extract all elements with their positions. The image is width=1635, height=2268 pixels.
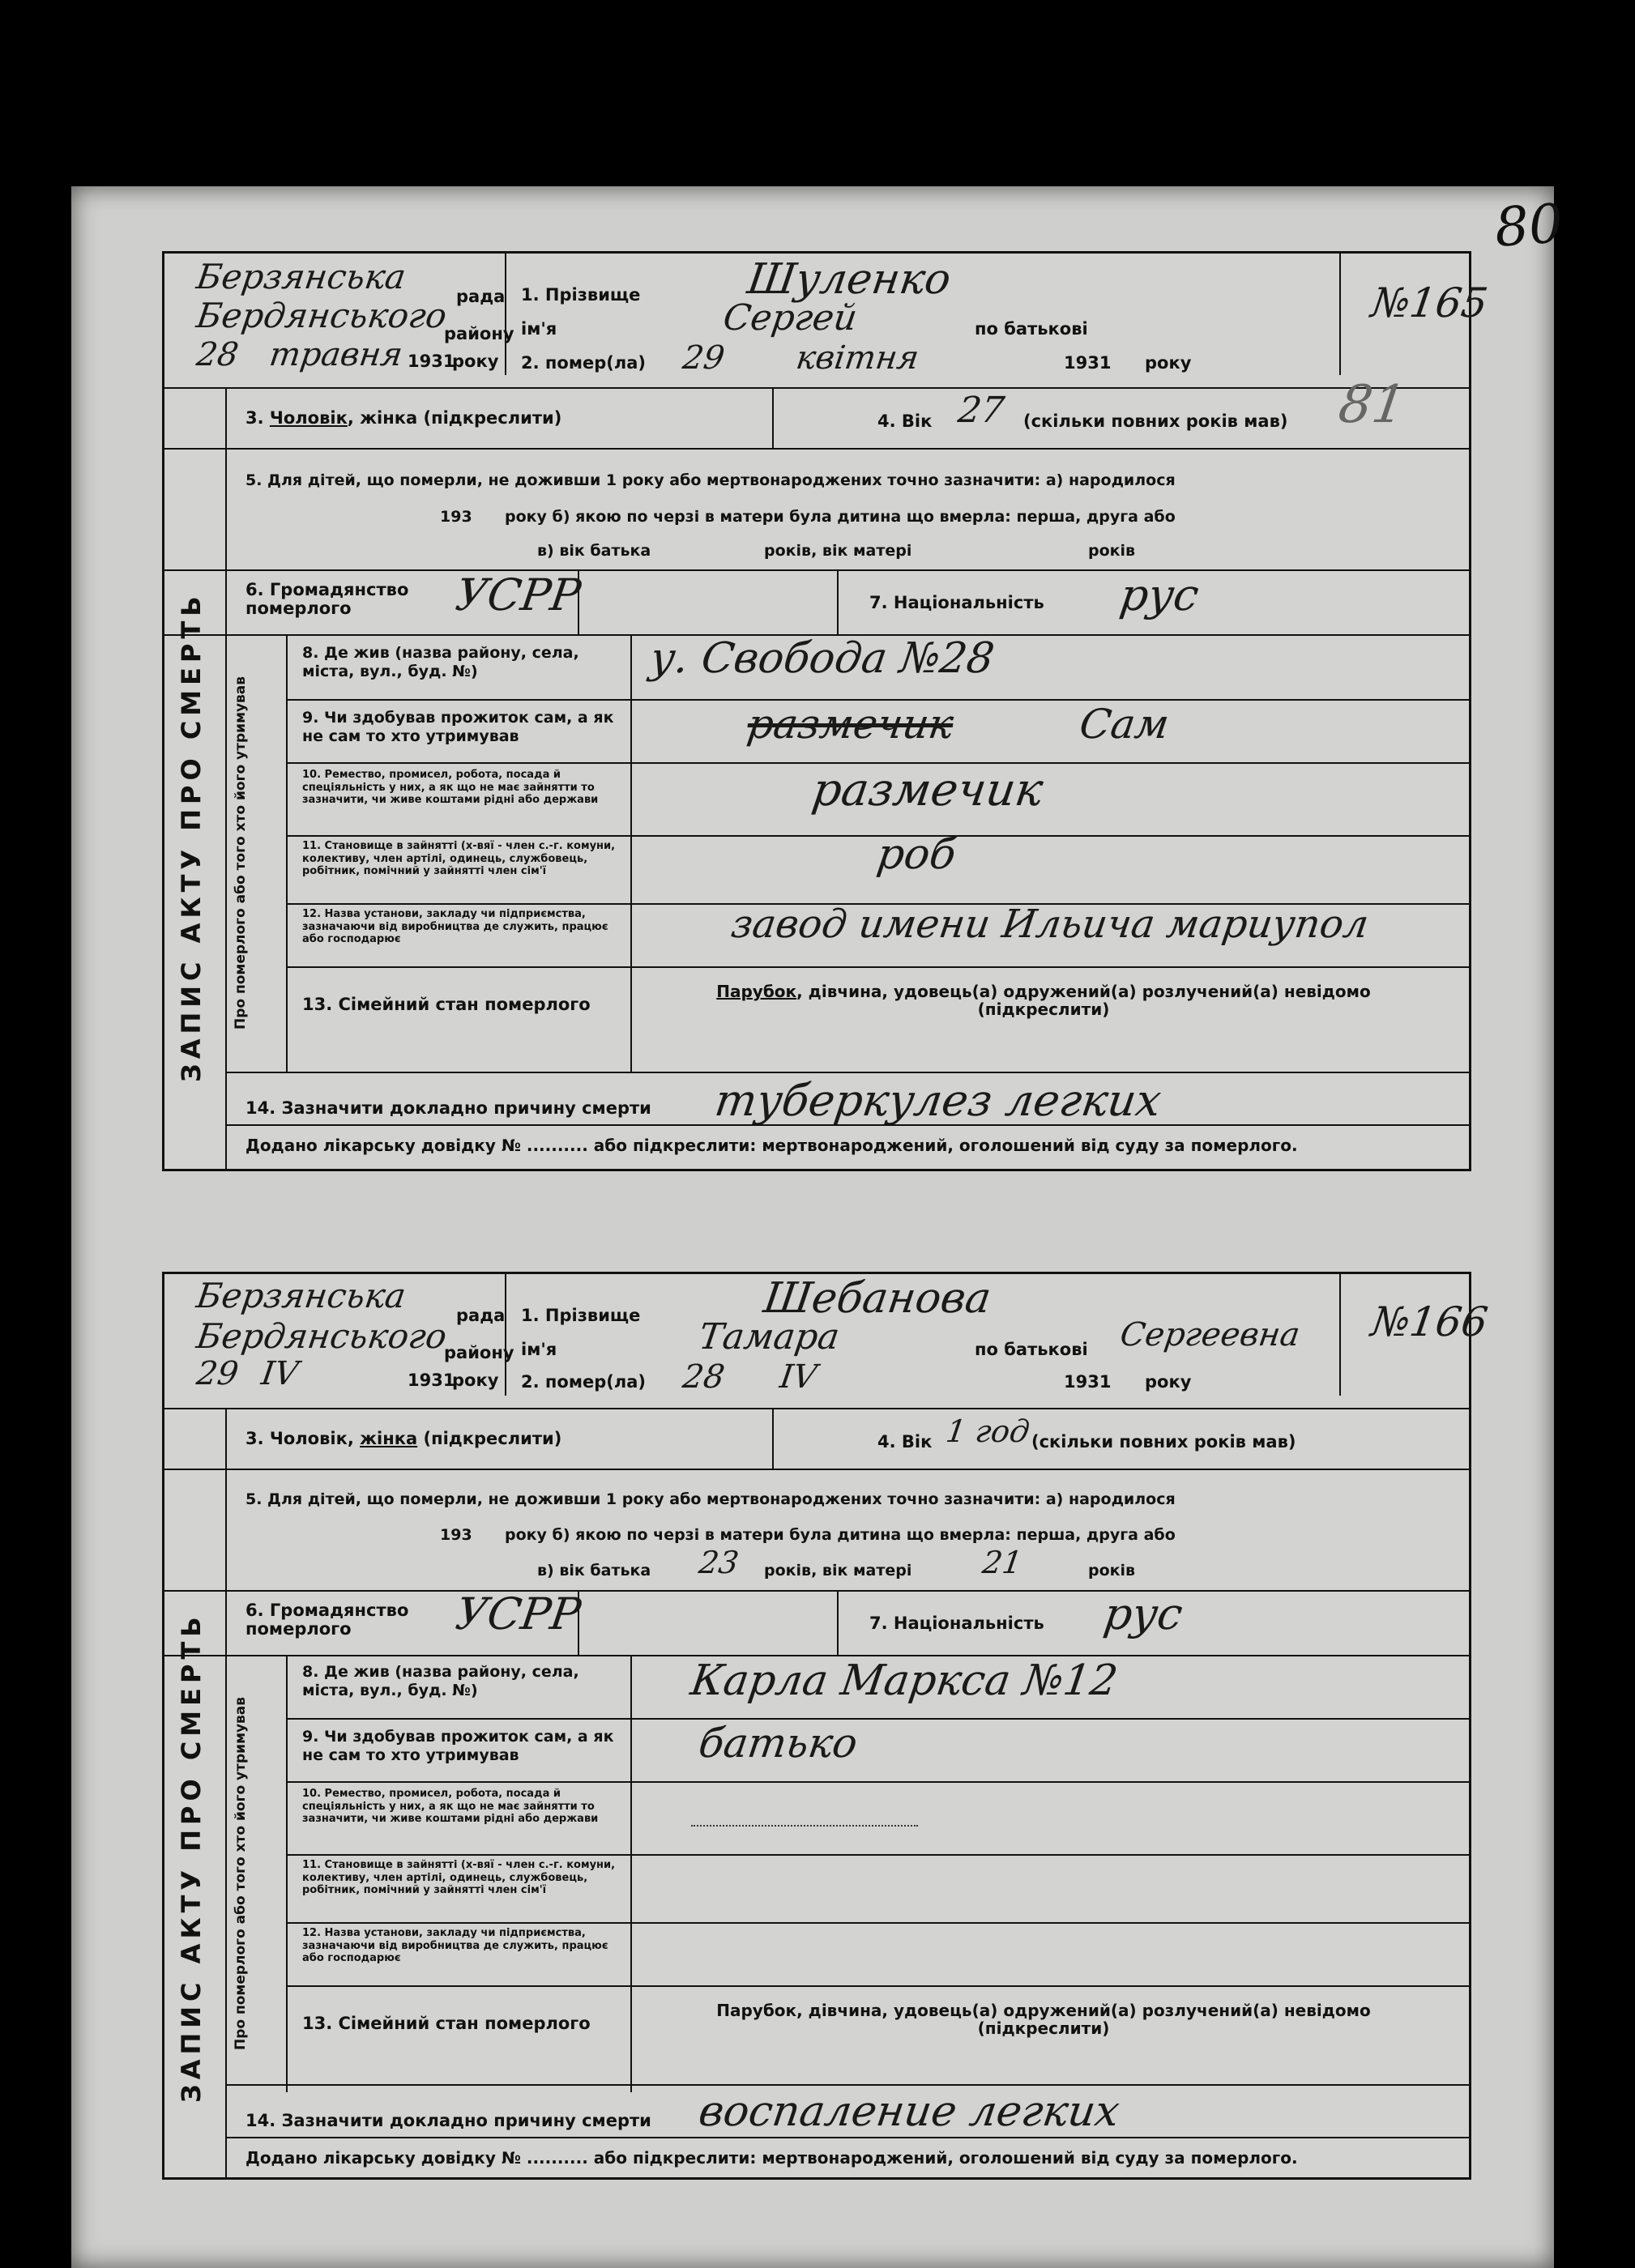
residence-value: Карла Маркса №12: [687, 1656, 1121, 1705]
q13-label: 13. Сімейний стан померлого: [302, 995, 591, 1014]
rada-value: Берзянська: [194, 1276, 408, 1315]
year-label: року: [452, 1371, 499, 1390]
death-record-form-1: [162, 251, 1491, 1171]
raion-label: району: [444, 324, 514, 343]
sex-label-prefix: 3.: [245, 408, 270, 428]
row-divider: [164, 1408, 1469, 1409]
row-divider: [225, 1072, 1469, 1073]
q13-option-selected: Парубок: [716, 982, 797, 1001]
livelihood-value: батько: [695, 1720, 860, 1767]
q8-label: 8. Де жив (назва району, села, міста, вул., буд. №): [302, 1663, 579, 1699]
patronymic-label: по батькові: [975, 1340, 1088, 1359]
surname-label: 1. Прізвище: [521, 1306, 641, 1325]
margin-note: 81: [1334, 375, 1410, 435]
raion-value: Бердянського: [194, 296, 450, 335]
name-value: Тамара: [696, 1316, 843, 1358]
side-divider: [225, 1408, 227, 2177]
nationality-value: рус: [1100, 1588, 1186, 1639]
nationality-value: рус: [1116, 569, 1202, 620]
row-divider: [837, 1590, 839, 1655]
q13-options: [655, 983, 1432, 1018]
surname-label: 1. Прізвище: [521, 285, 641, 305]
record-number: №166: [1368, 1298, 1491, 1345]
mother-age-value: 21: [980, 1545, 1025, 1580]
row-divider: [164, 448, 1469, 450]
q9-label: 9. Чи здобував прожиток сам, а як не сам то хто утримував: [302, 1728, 614, 1764]
q9-label: 9. Чи здобував прожиток сам, а як не сам то хто утримував: [302, 709, 614, 745]
father-age-value: 23: [696, 1545, 741, 1580]
citizenship-value: УСРР: [452, 1588, 584, 1639]
died-month: квітня: [793, 339, 921, 377]
q13-label: 13. Сімейний стан померлого: [302, 2014, 591, 2033]
q11-label: 11. Становище в зайнятті (х-вяї - член с.-г. комуни, колективу, член артілі, одинець, службовець, робітник, помічний у зайнятті член сім'ї: [302, 1859, 616, 1897]
age-value: 27: [955, 390, 1007, 431]
row-divider: [225, 1124, 1469, 1126]
q14-label: 14. Зазначити докладно причину смерти: [245, 2111, 651, 2130]
q14-label: 14. Зазначити докладно причину смерти: [245, 1098, 651, 1118]
sex-male-underlined: Чоловік: [269, 408, 348, 428]
citizenship-value: УСРР: [452, 569, 584, 620]
age-label: 4. Вік: [877, 411, 933, 431]
died-year: 1931: [1064, 353, 1112, 373]
q13-options: Парубок, дівчина, удовець(а) одружений(а) розлучений(а) невідомо (підкреслити): [716, 2001, 1371, 2038]
died-day: 28: [680, 1358, 728, 1396]
q13-options-rest: , дівчина, удовець(а) одружений(а) розлучений(а) невідомо (підкреслити): [796, 982, 1371, 1019]
rada-label: рада: [456, 1306, 506, 1325]
sex-label-prefix: 3. Чоловік,: [245, 1429, 361, 1448]
cause-value: воспаление легких: [695, 2087, 1123, 2136]
age-suffix: (скільки повних років мав): [1031, 1432, 1296, 1452]
header-divider: [1339, 1274, 1341, 1396]
row-divider: [225, 2084, 1469, 2086]
died-year-label: року: [1145, 1372, 1192, 1392]
record-date-month: IV: [258, 1355, 301, 1392]
row-divider: [286, 1985, 1469, 1987]
side-title: ЗАПИС АКТУ ПРО СМЕРТЬ: [176, 1612, 207, 2103]
header-divider: [505, 1274, 506, 1396]
citizenship-label: 6. Громадянство померлого: [245, 580, 409, 619]
surname-value: Шуленко: [744, 255, 954, 304]
livelihood-struck: размечик: [744, 701, 957, 748]
header-divider: [1339, 254, 1341, 375]
row-divider: [164, 569, 1469, 571]
children-mother-age-label: років, вік матері: [764, 542, 912, 560]
age-label: 4. Вік: [877, 1432, 933, 1452]
record-year: 1931: [408, 352, 455, 371]
position-value: роб: [873, 830, 959, 879]
children-line-2: року б) якою по черзі в матери була дитина що вмерла: перша, друга або: [505, 1526, 1176, 1544]
children-line-1: 5. Для дітей, що померли, не доживши 1 року або мертвонароджених точно зазначити: а) народилося: [245, 471, 1176, 489]
patronymic-label: по батькові: [975, 319, 1088, 339]
side-subtitle: Про померлого або того хто його утримував: [233, 676, 249, 1030]
row-divider: [772, 1408, 774, 1469]
row-divider: [164, 387, 1469, 389]
side-subtitle: Про померлого або того хто його утримував: [233, 1696, 249, 2051]
year-label: року: [452, 352, 499, 371]
record-date-month: травня: [267, 336, 405, 373]
row-divider: [286, 1922, 1469, 1924]
sex-female-underlined: жінка: [360, 1429, 418, 1448]
sex-label-rest: (підкреслити): [417, 1429, 562, 1448]
side-divider: [286, 1655, 288, 2092]
occupation-value: размечик: [809, 764, 1047, 816]
children-year-prefix: 193: [440, 508, 472, 526]
workplace-value: завод имени Ильича мариупол: [728, 902, 1372, 947]
row-divider: [164, 1590, 1469, 1592]
children-line-2: року б) якою по черзі в матери була дитина що вмерла: перша, друга або: [505, 508, 1176, 526]
q12-label: 12. Назва установи, закладу чи підприємства, зазначаючи від виробництва де служить, працює або господарює: [302, 1927, 608, 1965]
died-label: 2. помер(ла): [521, 353, 647, 373]
row-divider: [286, 1718, 1469, 1720]
rada-value: Берзянська: [194, 257, 408, 296]
children-mother-age-label: років, вік матері: [764, 1562, 912, 1580]
residence-value: у. Свобода №28: [647, 634, 997, 683]
header-divider: [505, 254, 506, 375]
side-title: ЗАПИС АКТУ ПРО СМЕРТЬ: [176, 591, 207, 1082]
died-day: 29: [680, 339, 728, 377]
row-divider: [772, 387, 774, 448]
died-year: 1931: [1064, 1372, 1112, 1392]
citizenship-label: 6. Громадянство померлого: [245, 1601, 409, 1639]
surname-value: Шебанова: [760, 1274, 994, 1323]
q11-label: 11. Становище в зайнятті (х-вяї - член с.-г. комуни, колективу, член артілі, одинець, службовець, робітник, помічний у зайнятті член сім'ї: [302, 840, 616, 878]
sex-label: [245, 1430, 561, 1448]
record-date-day: 28: [194, 336, 241, 373]
sex-label-rest: , жінка (підкреслити): [347, 408, 562, 428]
q12-label: 12. Назва установи, закладу чи підприємства, зазначаючи від виробництва де служить, працює або господарює: [302, 908, 608, 946]
children-year-prefix: 193: [440, 1526, 472, 1544]
name-label: ім'я: [521, 1340, 557, 1359]
q10-label: 10. Ремество, промисел, робота, посада й спеціяльність у них, а як що не має зайнятти то зазначити, чи живе коштами рідні або держави: [302, 769, 599, 807]
raion-label: району: [444, 1343, 514, 1362]
side-divider: [225, 387, 227, 1169]
cause-value: туберкулез легких: [711, 1075, 1165, 1126]
record-year: 1931: [408, 1371, 455, 1390]
row-divider: [286, 966, 1469, 968]
name-label: ім'я: [521, 319, 557, 339]
row-divider: [225, 2137, 1469, 2138]
q8-label: 8. Де жив (назва району, села, міста, вул., буд. №): [302, 644, 579, 680]
page-number: 80: [1492, 192, 1565, 259]
raion-value: Бердянського: [194, 1316, 450, 1356]
nationality-label: 7. Національність: [869, 593, 1044, 612]
died-month: IV: [777, 1358, 819, 1396]
row-divider: [164, 1469, 1469, 1470]
dash-mark: [691, 1825, 918, 1827]
age-suffix: (скільки повних років мав): [1023, 411, 1288, 431]
row-divider: [837, 569, 839, 634]
children-line-1: 5. Для дітей, що померли, не доживши 1 року або мертвонароджених точно зазначити: а) народилося: [245, 1490, 1176, 1508]
children-father-age-label: в) вік батька: [537, 1562, 651, 1580]
question-divider: [630, 1655, 632, 2092]
nationality-label: 7. Національність: [869, 1614, 1044, 1633]
record-number: №165: [1368, 279, 1491, 326]
sex-label: [245, 409, 561, 428]
footer-text: Додано лікарську довідку № .......... або підкреслити: мертвонароджений, оголошений від суду за померлого.: [245, 2148, 1298, 2168]
row-divider: [286, 1854, 1469, 1856]
patronymic-value: Сергеевна: [1117, 1316, 1303, 1354]
q10-label: 10. Ремество, промисел, робота, посада й спеціяльність у них, а як що не має зайнятти то зазначити, чи живе коштами рідні або держави: [302, 1788, 599, 1826]
row-divider: [286, 835, 1469, 837]
age-value: 1 год: [943, 1413, 1032, 1449]
livelihood-value: Сам: [1076, 701, 1172, 748]
children-years-label: років: [1088, 1562, 1136, 1580]
children-years-label: років: [1088, 542, 1136, 560]
children-father-age-label: в) вік батька: [537, 542, 651, 560]
died-label: 2. помер(ла): [521, 1372, 647, 1392]
record-date-day: 29: [194, 1355, 241, 1392]
row-divider: [286, 1781, 1469, 1783]
death-record-form-2: [162, 1272, 1491, 2180]
footer-text: Додано лікарську довідку № .......... або підкреслити: мертвонароджений, оголошений від суду за померлого.: [245, 1136, 1298, 1155]
name-value: Сергей: [720, 297, 860, 339]
rada-label: рада: [456, 287, 506, 306]
died-year-label: року: [1145, 353, 1192, 373]
